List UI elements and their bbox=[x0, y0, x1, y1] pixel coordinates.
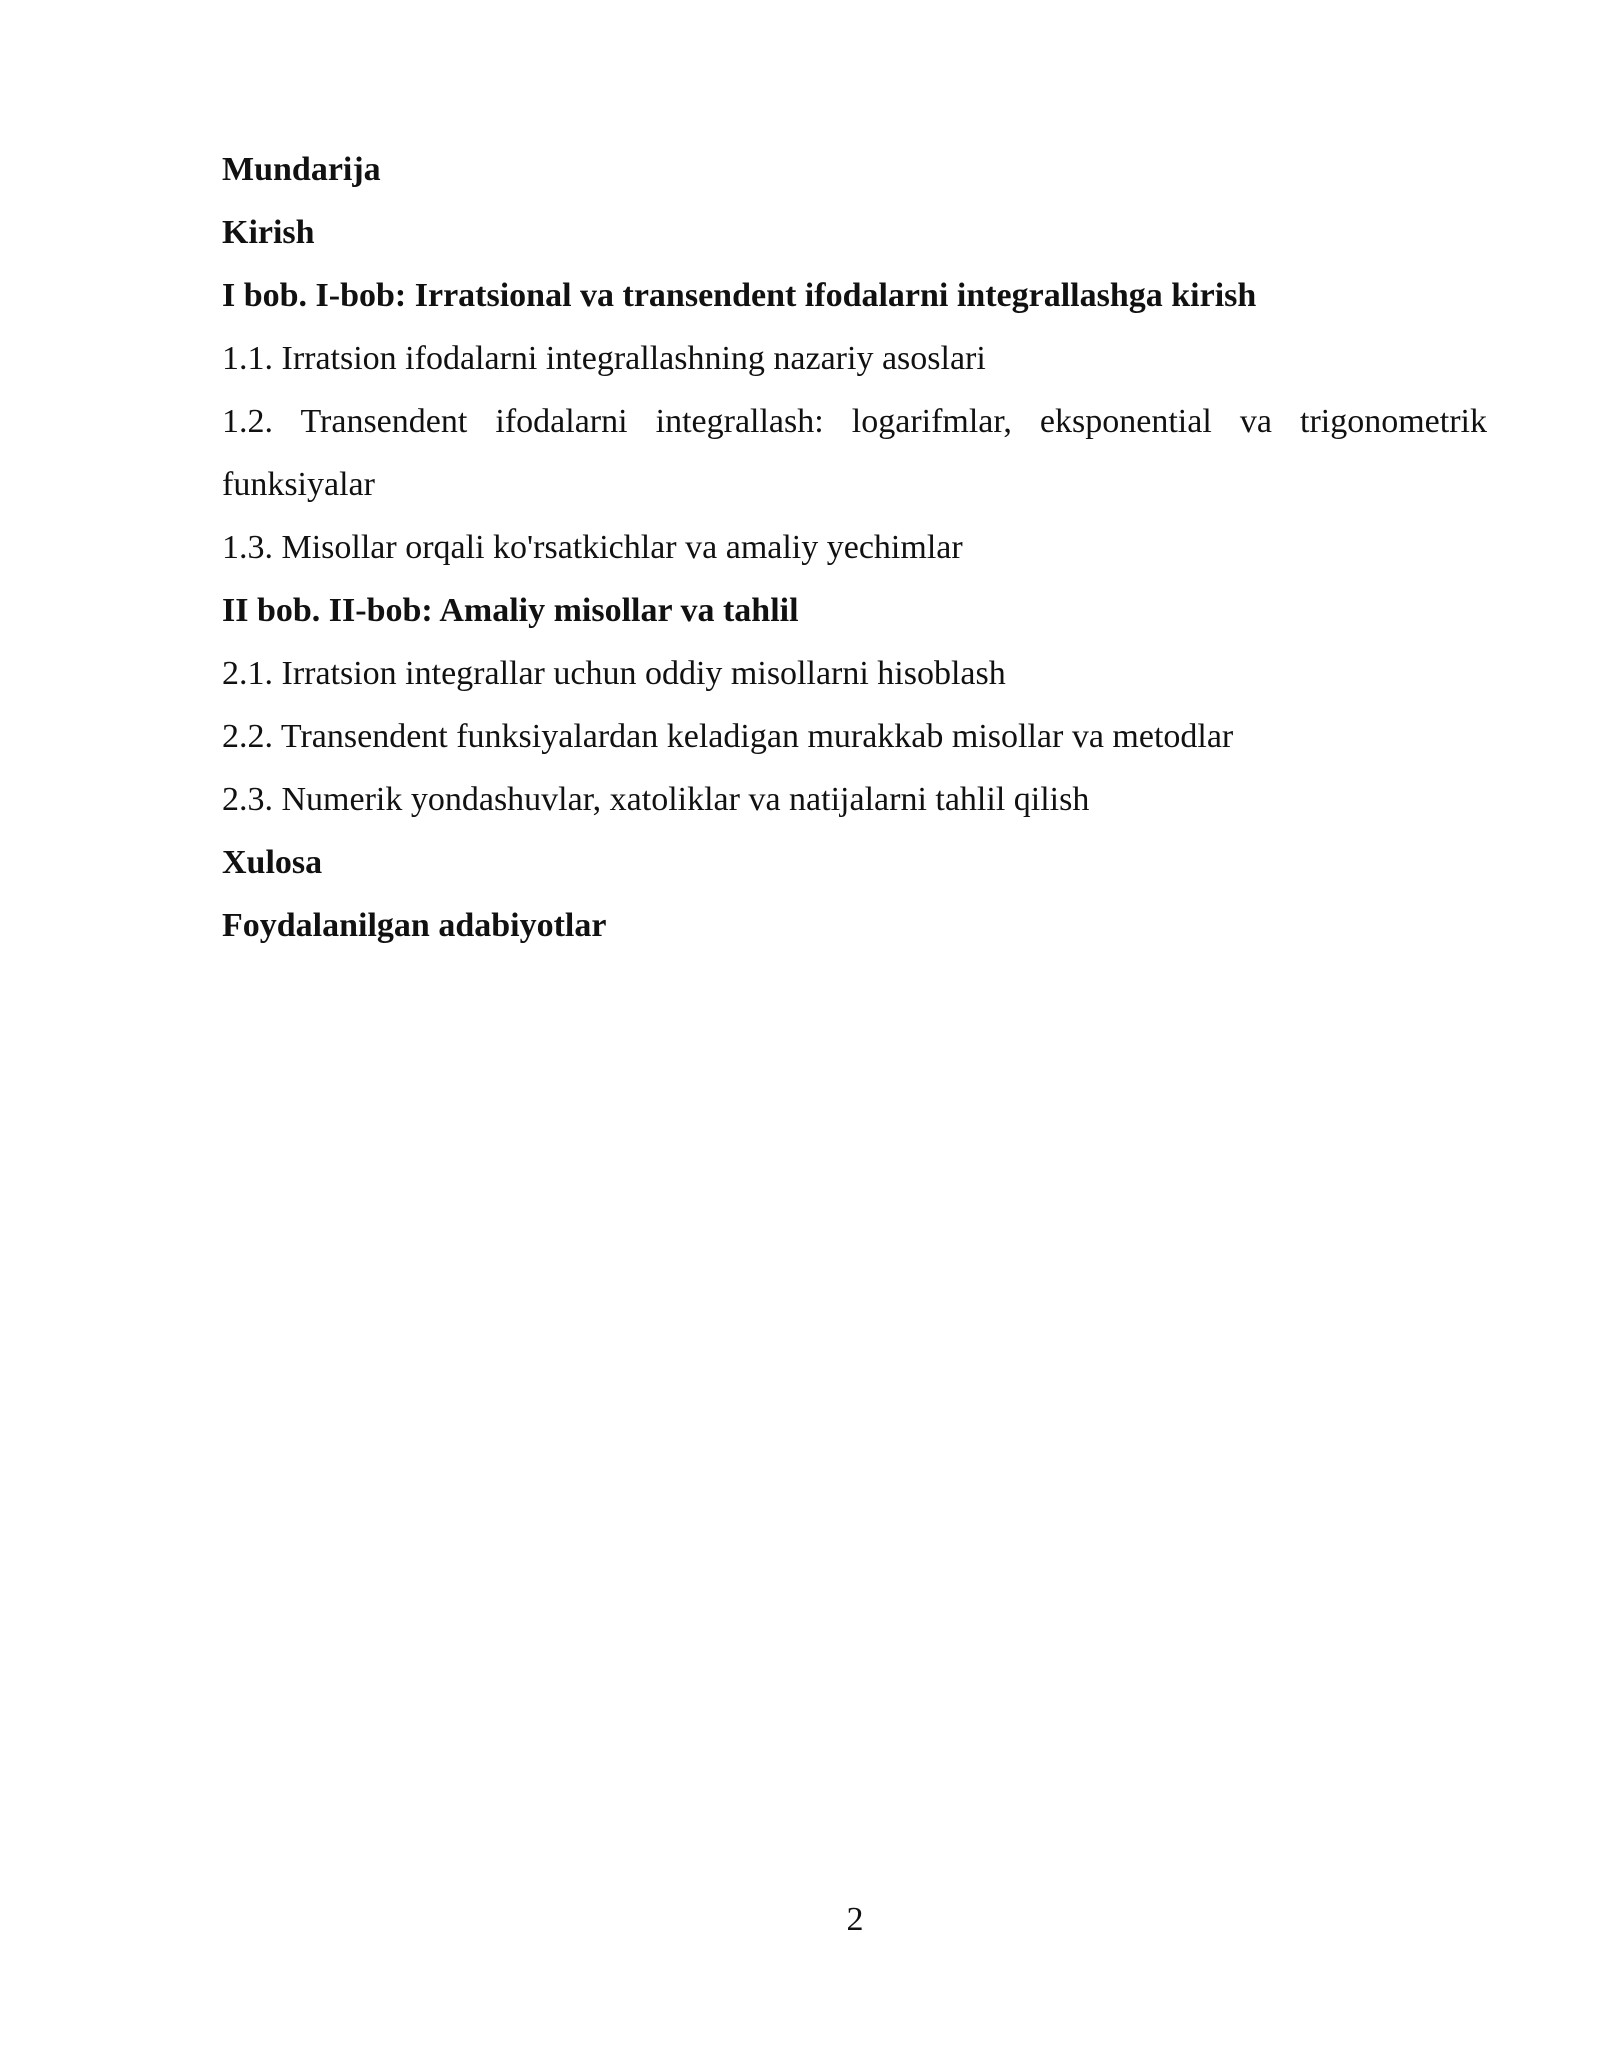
toc-item-conclusion: Xulosa bbox=[222, 844, 323, 881]
toc-chapter-1: I bob. I-bob: Irratsional va transendent ifodalarni integrallashga kirish bbox=[222, 277, 1257, 314]
toc-section-1-1: 1.1. Irratsion ifodalarni integrallashning nazariy asoslari bbox=[222, 340, 986, 377]
toc-title: Mundarija bbox=[222, 151, 381, 188]
toc-item-intro: Kirish bbox=[222, 214, 315, 251]
toc-chapter-2: II bob. II-bob: Amaliy misollar va tahlil bbox=[222, 592, 799, 629]
toc-section-2-2: 2.2. Transendent funksiyalardan keladigan murakkab misollar va metodlar bbox=[222, 718, 1234, 755]
toc-item-references: Foydalanilgan adabiyotlar bbox=[222, 907, 607, 944]
table-of-contents bbox=[222, 138, 1487, 957]
toc-section-2-1: 2.1. Irratsion integrallar uchun oddiy misollarni hisoblash bbox=[222, 655, 1006, 692]
page-number: 2 bbox=[846, 1901, 864, 1938]
toc-section-2-3: 2.3. Numerik yondashuvlar, xatoliklar va natijalarni tahlil qilish bbox=[222, 781, 1090, 818]
toc-section-1-3: 1.3. Misollar orqali ko'rsatkichlar va amaliy yechimlar bbox=[222, 529, 963, 566]
toc-section-1-2: 1.2. Transendent ifodalarni integrallash: logarifmlar, eksponential va trigonometrik funksiyalar bbox=[222, 403, 1487, 503]
